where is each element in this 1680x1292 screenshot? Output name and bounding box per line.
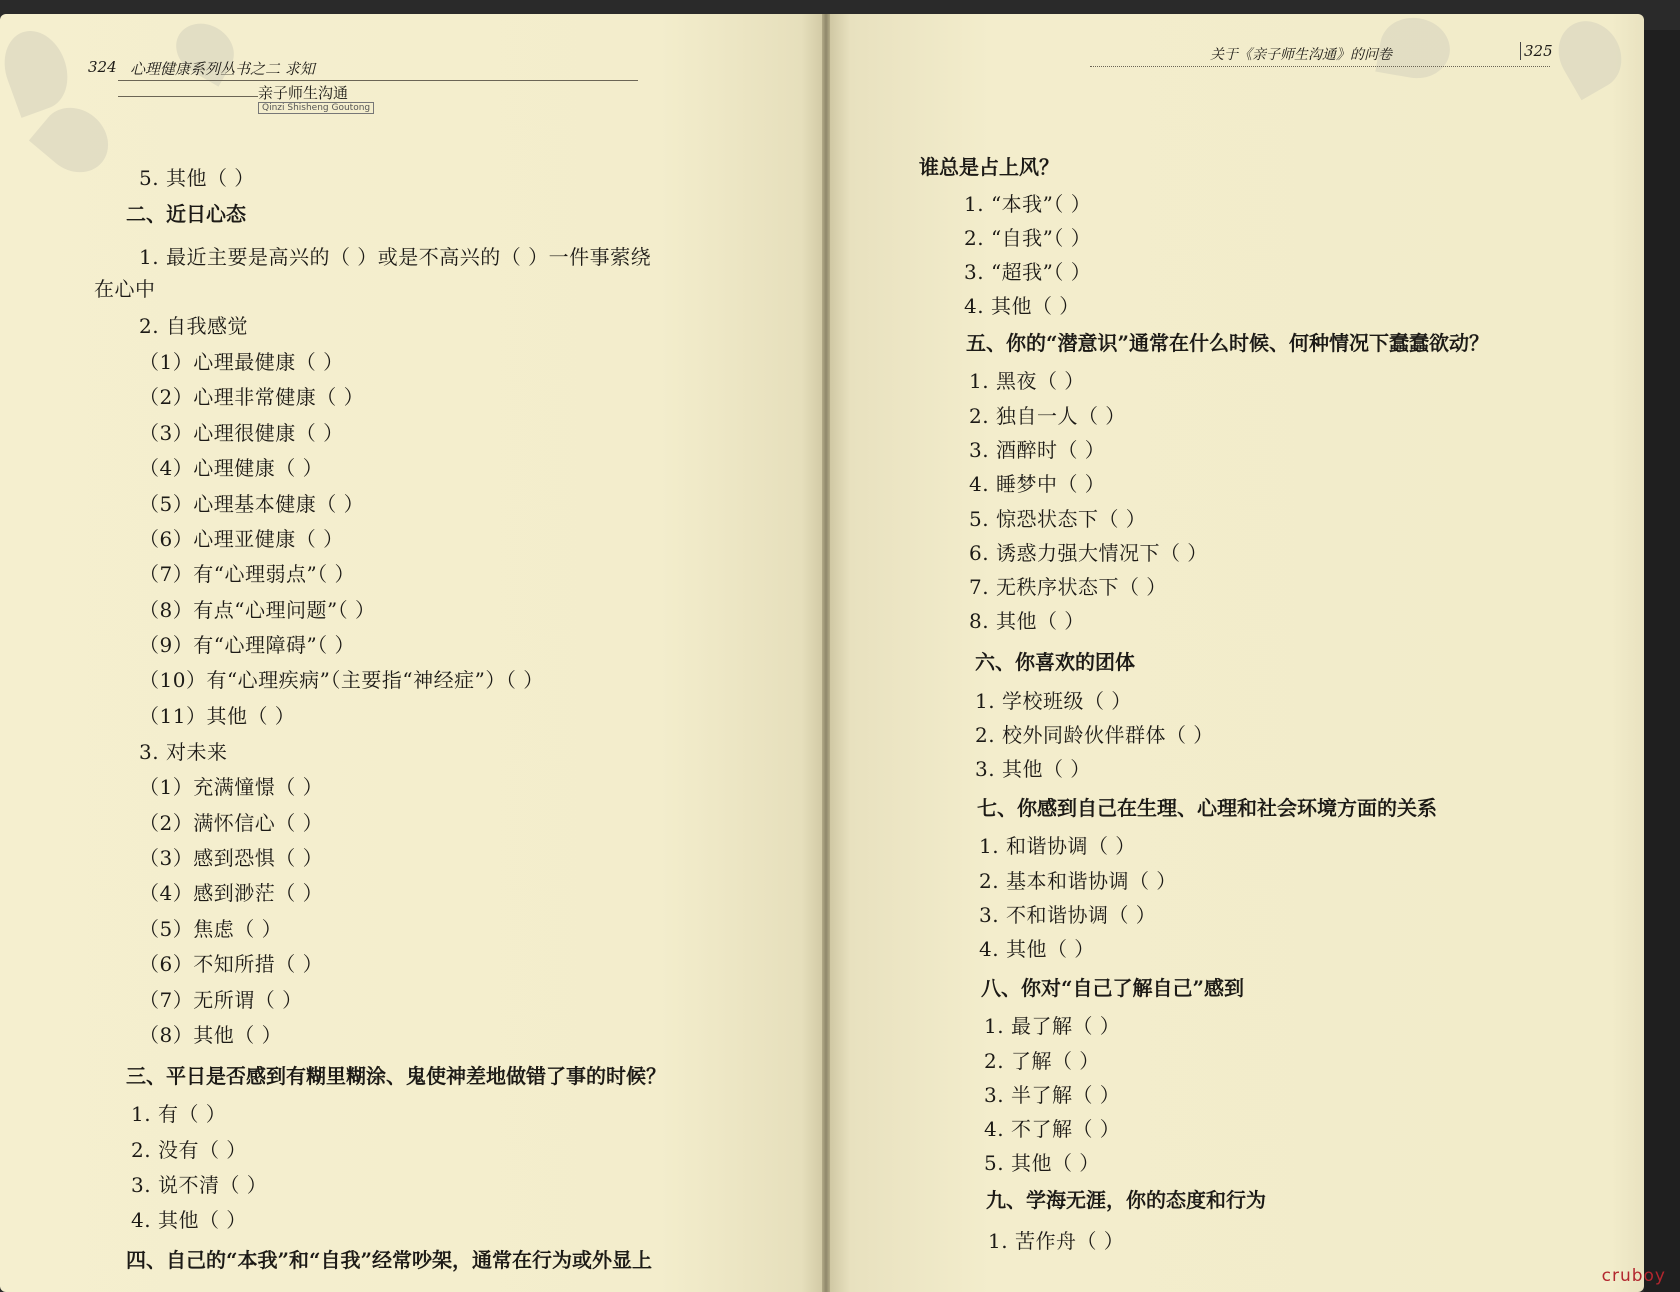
right-questionnaire-line: 4. 不了解（ ）	[984, 1117, 1121, 1141]
left-questionnaire-line: 2. 没有（ ）	[131, 1138, 247, 1162]
header-rule	[118, 80, 638, 81]
right-questionnaire-line: 1. 学校班级（ ）	[975, 689, 1132, 713]
right-questionnaire-line: 3. 不和谐协调（ ）	[979, 903, 1157, 927]
left-questionnaire-line: （2）满怀信心（ ）	[139, 811, 324, 835]
left-questionnaire-line: （1）充满憧憬（ ）	[139, 775, 324, 799]
right-questionnaire-line: 5. 惊恐状态下（ ）	[969, 507, 1147, 531]
right-questionnaire-line: 7. 无秩序状态下（ ）	[969, 575, 1167, 599]
right-questionnaire-line: 1. 黑夜（ ）	[969, 369, 1085, 393]
right-questionnaire-line: 1. “本我”（ ）	[964, 192, 1092, 216]
left-questionnaire-line: 1. 最近主要是高兴的（ ）或是不高兴的（ ）一件事萦绕	[139, 245, 652, 269]
right-section-heading: 五、你的“潜意识”通常在什么时候、何种情况下蠢蠢欲动？	[966, 331, 1490, 355]
right-questionnaire-line: 2. 独自一人（ ）	[969, 404, 1126, 428]
book-pinyin: Qinzi Shisheng Goutong	[258, 102, 374, 114]
right-questionnaire-line: 8. 其他（ ）	[969, 609, 1085, 633]
right-questionnaire-line: 4. 睡梦中（ ）	[969, 472, 1106, 496]
chapter-title: 关于《亲子师生沟通》的问卷	[1210, 47, 1392, 63]
left-questionnaire-line: 4. 其他（ ）	[131, 1208, 247, 1232]
right-section-heading: 六、你喜欢的团体	[975, 650, 1135, 674]
left-questionnaire-line: （8）其他（ ）	[139, 1023, 283, 1047]
right-questionnaire-line: 2. 校外同龄伙伴群体（ ）	[975, 723, 1214, 747]
header-rule	[118, 96, 258, 97]
header-rule	[1090, 66, 1550, 67]
left-questionnaire-line: （5）焦虑（ ）	[139, 917, 283, 941]
left-questionnaire-line: （1）心理最健康（ ）	[139, 350, 344, 374]
book-spine	[822, 14, 830, 1292]
left-section-heading: 二、近日心态	[126, 202, 246, 226]
left-questionnaire-line: 在心中	[94, 277, 156, 301]
left-questionnaire-line: （5）心理基本健康（ ）	[139, 492, 365, 516]
left-page	[0, 14, 826, 1292]
left-questionnaire-line: （9）有“心理障碍”（ ）	[139, 633, 356, 657]
right-questionnaire-line: 3. 其他（ ）	[975, 757, 1091, 781]
left-questionnaire-line: （7）无所谓（ ）	[139, 988, 303, 1012]
right-questionnaire-line: 4. 其他（ ）	[979, 937, 1095, 961]
left-questionnaire-line: （6）不知所措（ ）	[139, 952, 324, 976]
right-questionnaire-line: 3. 半了解（ ）	[984, 1083, 1121, 1107]
right-questionnaire-line: 5. 其他（ ）	[984, 1151, 1100, 1175]
scan-edge	[1644, 30, 1680, 1292]
left-questionnaire-line: （3）心理很健康（ ）	[139, 421, 344, 445]
right-questionnaire-line: 1. 最了解（ ）	[984, 1014, 1121, 1038]
left-questionnaire-line: （10）有“心理疾病”（主要指“神经症”）（ ）	[139, 668, 544, 692]
right-page	[826, 14, 1644, 1292]
right-section-heading: 九、学海无涯，你的态度和行为	[986, 1188, 1266, 1212]
left-section-heading: 三、平日是否感到有糊里糊涂、鬼使神差地做错了事的时候？	[126, 1064, 666, 1088]
left-questionnaire-line: （4）心理健康（ ）	[139, 456, 324, 480]
left-questionnaire-line: 1. 有（ ）	[131, 1102, 227, 1126]
left-questionnaire-line: （3）感到恐惧（ ）	[139, 846, 324, 870]
left-page-number: 324	[88, 58, 117, 76]
left-questionnaire-line: （11）其他（ ）	[139, 704, 296, 728]
series-title: 心理健康系列丛书之二 求知	[130, 60, 315, 78]
right-questionnaire-line: 2. “自我”（ ）	[964, 226, 1092, 250]
right-questionnaire-line: 4. 其他（ ）	[964, 294, 1080, 318]
right-section-heading: 谁总是占上风？	[919, 155, 1059, 179]
left-questionnaire-line: （8）有点“心理问题”（ ）	[139, 598, 376, 622]
right-questionnaire-line: 2. 了解（ ）	[984, 1049, 1100, 1073]
left-questionnaire-line: 3. 说不清（ ）	[131, 1173, 268, 1197]
right-section-heading: 八、你对“自己了解自己”感到	[981, 976, 1245, 1000]
right-questionnaire-line: 1. 和谐协调（ ）	[979, 834, 1136, 858]
right-section-heading: 七、你感到自己在生理、心理和社会环境方面的关系	[977, 796, 1437, 820]
right-questionnaire-line: 3. “超我”（ ）	[964, 260, 1092, 284]
left-section-heading: 四、自己的“本我”和“自我”经常吵架，通常在行为或外显上	[126, 1248, 653, 1272]
left-questionnaire-line: （6）心理亚健康（ ）	[139, 527, 344, 551]
right-questionnaire-line: 6. 诱惑力强大情况下（ ）	[969, 541, 1208, 565]
right-questionnaire-line: 3. 酒醉时（ ）	[969, 438, 1106, 462]
left-questionnaire-line: 3. 对未来	[139, 740, 228, 764]
left-questionnaire-line: （4）感到渺茫（ ）	[139, 881, 324, 905]
book-title: 亲子师生沟通	[258, 84, 349, 102]
right-questionnaire-line: 1. 苦作舟（ ）	[988, 1229, 1125, 1253]
right-page-number: 325	[1520, 42, 1553, 60]
left-questionnaire-line: 2. 自我感觉	[139, 314, 248, 338]
left-questionnaire-line: （7）有“心理弱点”（ ）	[139, 562, 356, 586]
right-questionnaire-line: 2. 基本和谐协调（ ）	[979, 869, 1177, 893]
left-questionnaire-line: 5. 其他（ ）	[139, 166, 255, 190]
left-questionnaire-line: （2）心理非常健康（ ）	[139, 385, 365, 409]
scan-watermark: cruboy	[1601, 1266, 1666, 1286]
